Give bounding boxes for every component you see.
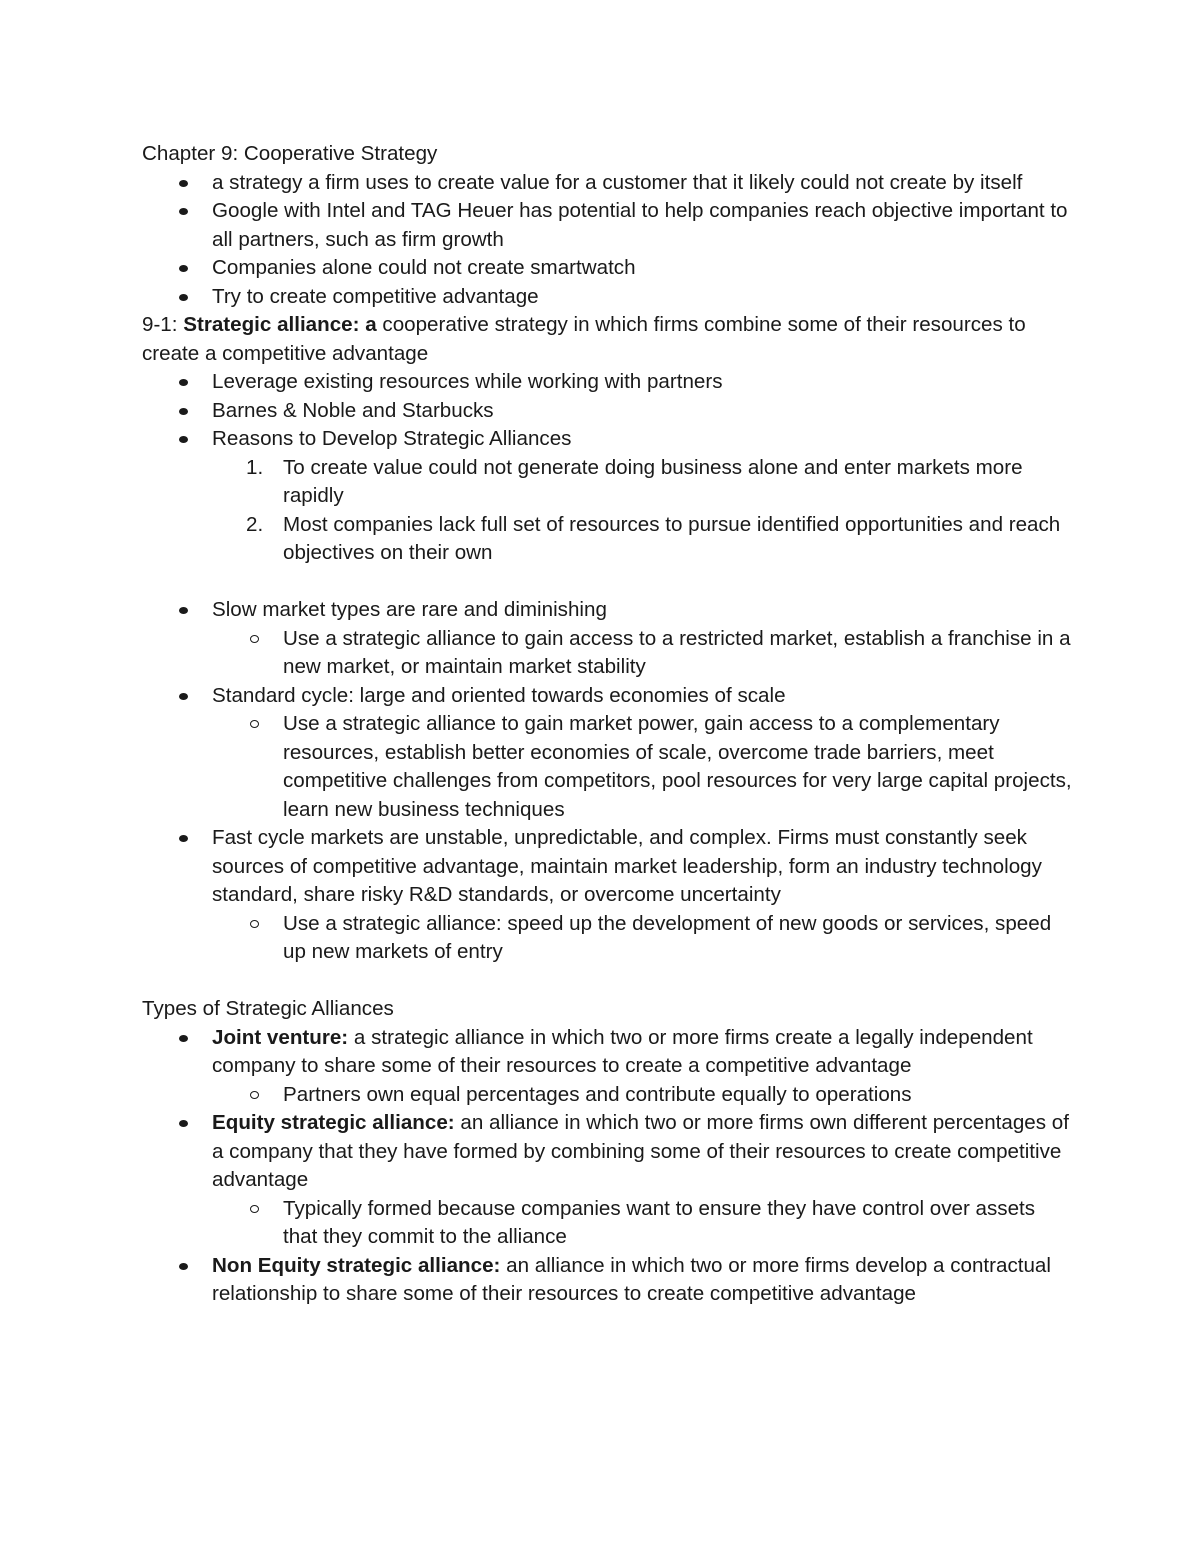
- bullet-dot-icon: [179, 379, 188, 386]
- bullet-circle-icon: [250, 1091, 259, 1099]
- bullet-dot-icon: [179, 294, 188, 301]
- blank-line: [142, 568, 1072, 597]
- bullet-circle-icon: [250, 1205, 259, 1213]
- list-item: [142, 169, 1072, 198]
- list-item: [142, 596, 1072, 625]
- list-item: [142, 368, 1072, 397]
- list-item: [142, 397, 1072, 426]
- bullet-dot-icon: [179, 1035, 188, 1042]
- sub-list-item: [142, 710, 1072, 824]
- sub-list-item-text: Partners own equal percentages and contribute equally to operations: [283, 1082, 912, 1106]
- reasons-numbered-list: [142, 454, 1072, 568]
- bullet-dot-icon: [179, 180, 188, 187]
- definition: an alliance in which two or more firms own different percentages of a company that they have formed by combining some of their resources to create competitive advantage: [212, 1111, 1069, 1191]
- list-item: [142, 1109, 1072, 1195]
- section-9-1-definition: [142, 311, 1072, 368]
- bullet-dot-icon: [179, 1120, 188, 1127]
- term: Joint venture:: [212, 1025, 349, 1049]
- list-item-text: Leverage existing resources while working with partners: [212, 370, 723, 393]
- numbered-item: [142, 454, 1072, 511]
- market-types-list: [142, 596, 1072, 967]
- intro-bullet-list: [142, 169, 1072, 312]
- bullet-dot-icon: [179, 436, 188, 443]
- sub-list-item-text: Use a strategic alliance: speed up the development of new goods or services, speed up new markets of entry: [283, 911, 1052, 963]
- numbered-item-text: To create value could not generate doing business alone and enter markets more rapidly: [283, 455, 1023, 507]
- section-prefix: 9-1:: [142, 313, 184, 336]
- sub-list-item: [142, 625, 1072, 682]
- list-item: [142, 824, 1072, 910]
- list-item: [142, 1024, 1072, 1081]
- list-item-text: a strategy a firm uses to create value for a customer that it likely could not create by itself: [212, 170, 1023, 194]
- list-item-text: Companies alone could not create smartwatch: [212, 256, 636, 279]
- bullet-dot-icon: [179, 835, 188, 842]
- list-item: [142, 283, 1072, 312]
- types-list: [142, 1024, 1072, 1309]
- list-item-text: Google with Intel and TAG Heuer has potential to help companies reach objective important to all partners, such as firm growth: [212, 199, 1068, 251]
- term: Equity strategic alliance:: [212, 1111, 455, 1134]
- sub-list-item: [142, 1081, 1072, 1110]
- bullet-dot-icon: [179, 208, 188, 215]
- sub-list-item: [142, 1195, 1072, 1252]
- bullet-circle-icon: [250, 920, 259, 928]
- bullet-dot-icon: [179, 607, 188, 614]
- chapter-title: Chapter 9: Cooperative Strategy: [142, 142, 438, 165]
- list-item: [142, 425, 1072, 454]
- item-number: 1.: [246, 455, 264, 479]
- list-item-text: Barnes & Noble and Starbucks: [212, 398, 494, 422]
- list-item-text: Fast cycle markets are unstable, unpredictable, and complex. Firms must constantly seek sources of competitive advantage, maintain market leadership, form an industry technology standard, share risky R&D standards, or overcome uncertainty: [212, 826, 1042, 906]
- bullet-circle-icon: [250, 720, 259, 728]
- sub-list-item-text: Use a strategic alliance to gain market power, gain access to a complementary resources, establish better economies of scale, overcome trade barriers, meet competitive challenges from competitors, pool resources for very large capital projects, learn new business techniques: [283, 712, 1072, 821]
- list-item: [142, 1252, 1072, 1309]
- document-body: [142, 140, 1072, 1309]
- definition: a strategic alliance in which two or more firms create a legally independent company to share some of their resources to create a competitive advantage: [212, 1025, 1033, 1077]
- list-item-text: Slow market types are rare and diminishing: [212, 598, 607, 621]
- definition: an alliance in which two or more firms develop a contractual relationship to share some of their resources to create competitive advantage: [212, 1253, 1051, 1305]
- list-item: [142, 197, 1072, 254]
- list-item: [142, 254, 1072, 283]
- numbered-item: [142, 511, 1072, 568]
- bullet-dot-icon: [179, 408, 188, 415]
- list-item-text: Try to create competitive advantage: [212, 284, 539, 308]
- section-9-1-bullet-list: [142, 368, 1072, 454]
- item-number: 2.: [246, 512, 264, 536]
- blank-line: [142, 967, 1072, 996]
- list-item-text: Reasons to Develop Strategic Alliances: [212, 427, 572, 450]
- bullet-dot-icon: [179, 265, 188, 272]
- sub-list-item: [142, 910, 1072, 967]
- section-definition: cooperative strategy in which firms combine some of their resources to create a competitive advantage: [142, 313, 1026, 365]
- sub-list-item-text: Use a strategic alliance to gain access to a restricted market, establish a franchise in a new market, or maintain market stability: [283, 626, 1071, 678]
- bullet-dot-icon: [179, 693, 188, 700]
- types-heading: Types of Strategic Alliances: [142, 997, 394, 1020]
- list-item-text: Standard cycle: large and oriented towards economies of scale: [212, 683, 786, 707]
- term: Non Equity strategic alliance:: [212, 1253, 501, 1277]
- section-term: Strategic alliance: a: [183, 313, 377, 336]
- numbered-item-text: Most companies lack full set of resources to pursue identified opportunities and reach objectives on their own: [283, 512, 1061, 564]
- bullet-circle-icon: [250, 635, 259, 643]
- list-item: [142, 682, 1072, 711]
- bullet-dot-icon: [179, 1263, 188, 1270]
- sub-list-item-text: Typically formed because companies want to ensure they have control over assets that they commit to the alliance: [283, 1196, 1036, 1248]
